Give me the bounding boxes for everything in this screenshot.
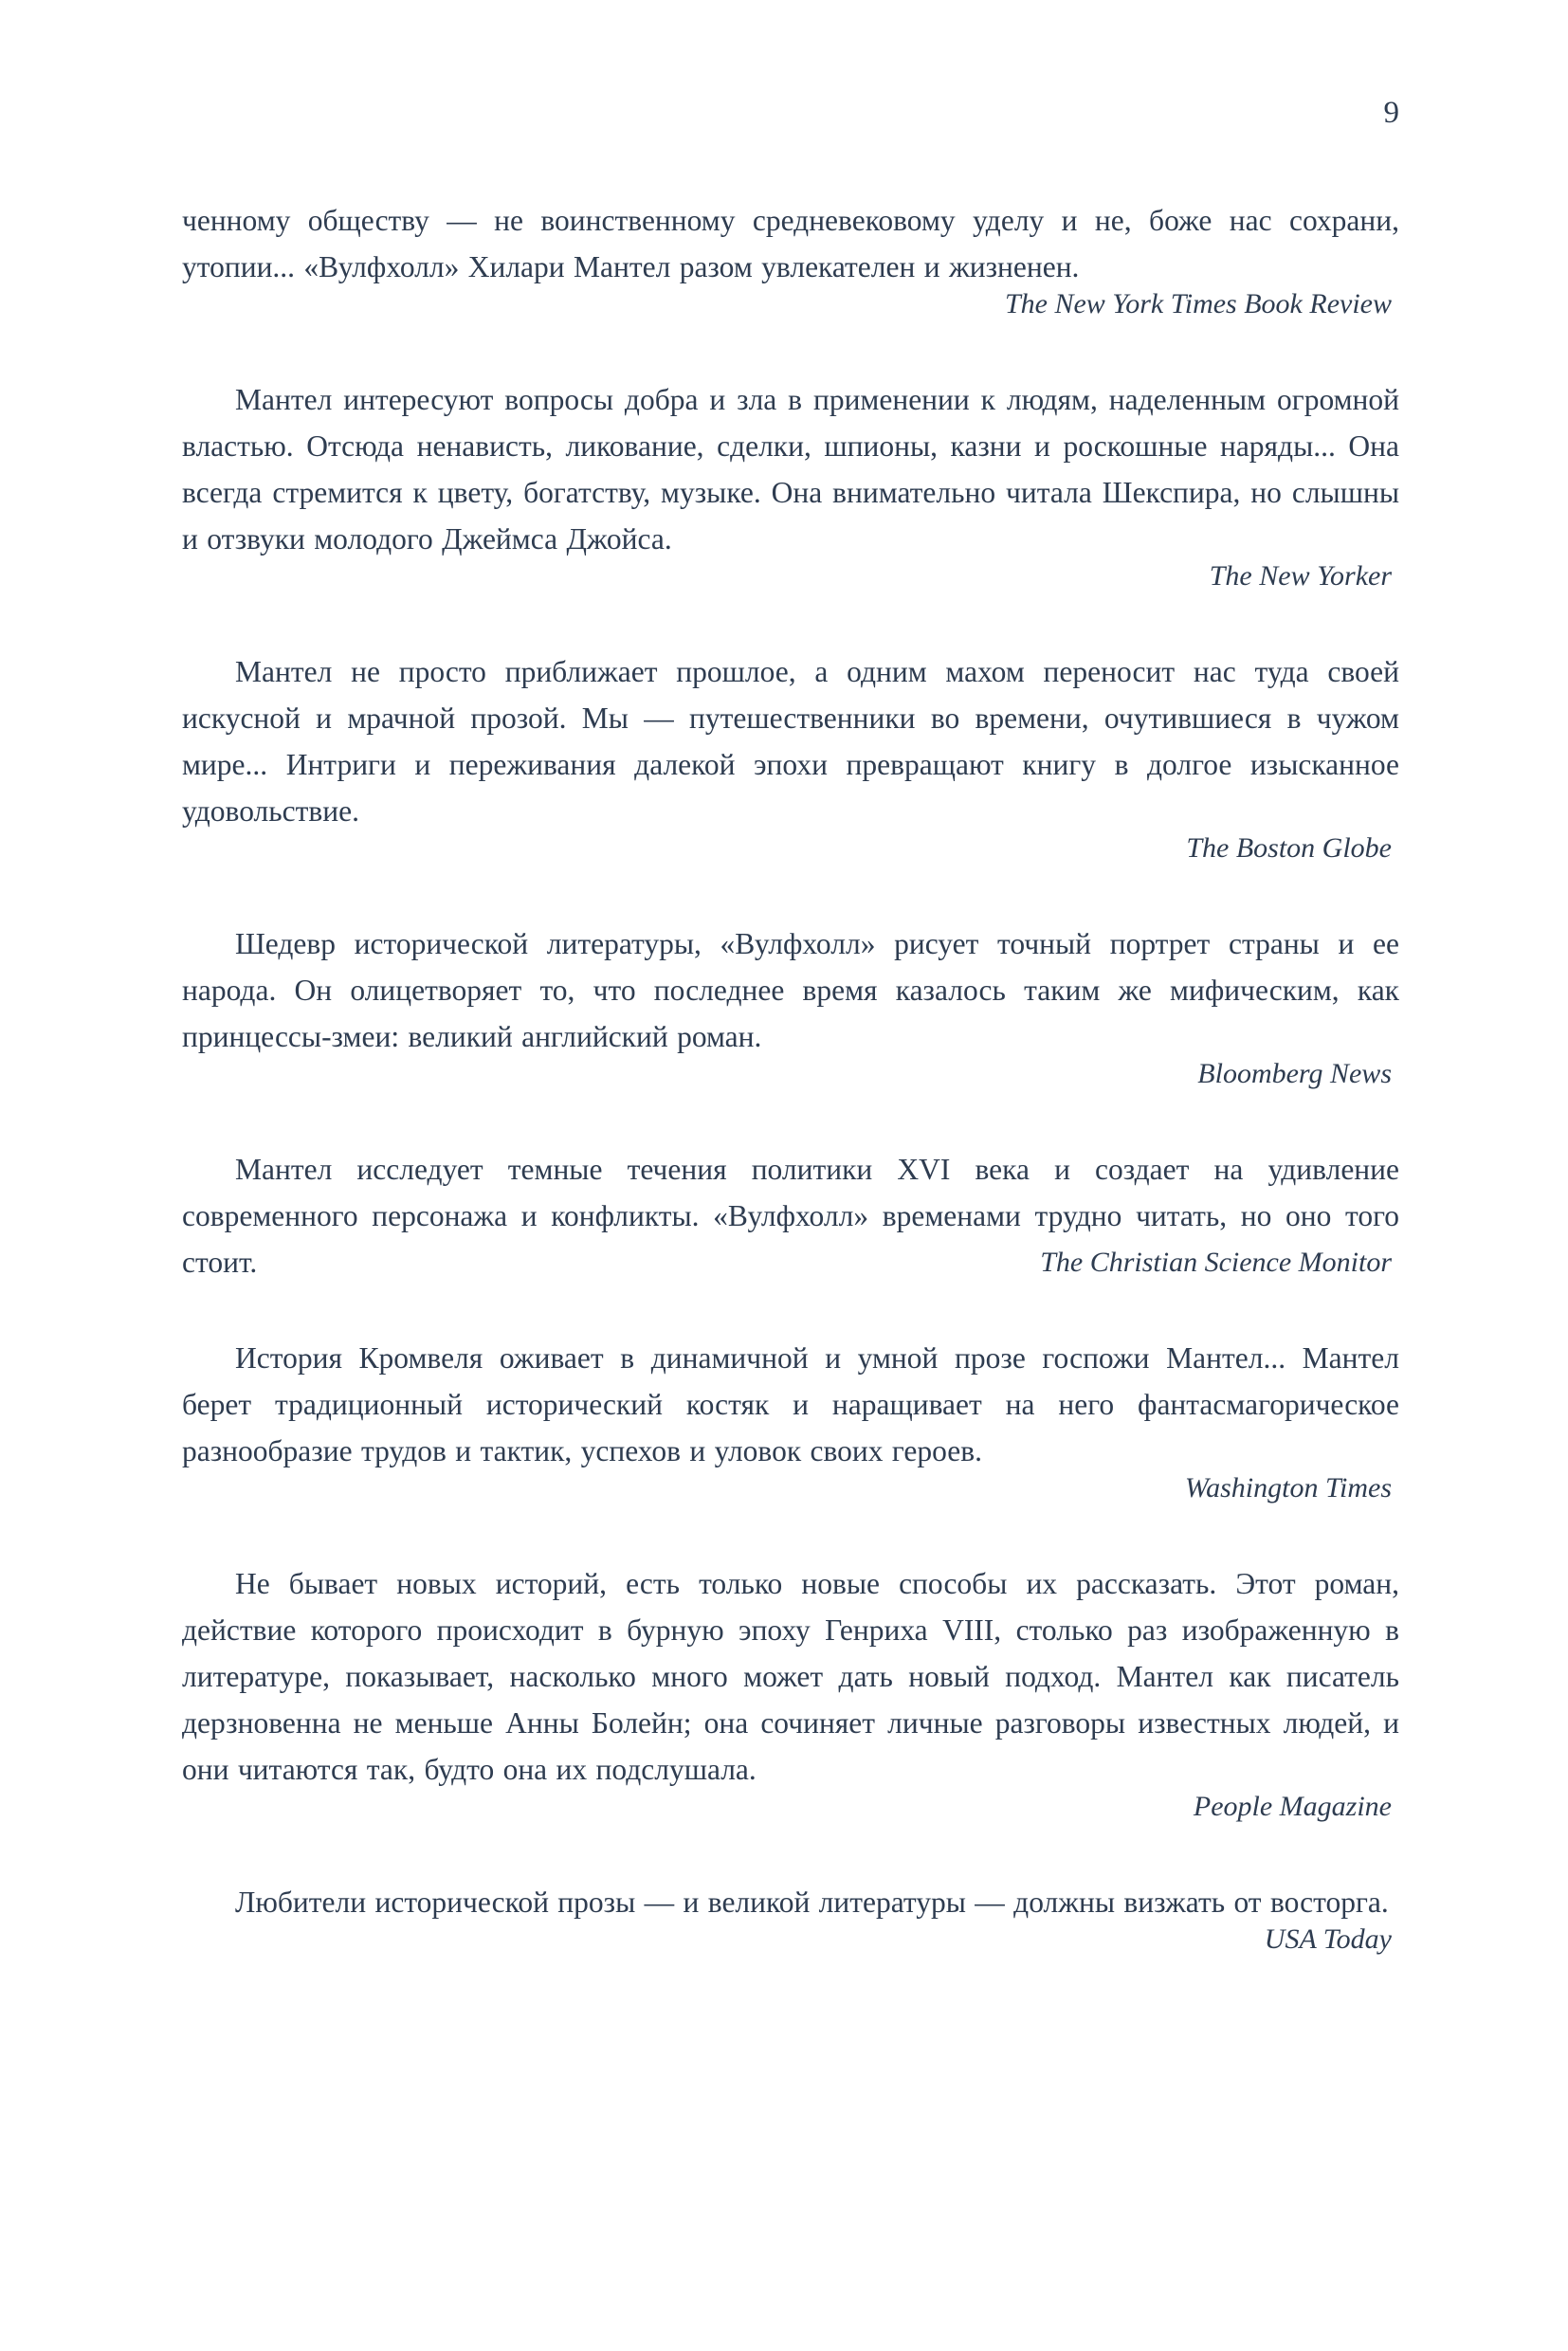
quote-text: ченному обществу — не воинственному средневековому уделу и не, боже нас сохрани, утопии... «Вулфхолл» Хилари Мантел разом увлекателен и жизненен. xyxy=(182,203,1399,283)
quote-text: Любители исторической прозы — и великой литературы — должны визжать от восторга. xyxy=(235,1885,1389,1919)
quote-source: The Boston Globe xyxy=(1186,831,1392,864)
review-quote xyxy=(182,1560,1399,1830)
review-quote xyxy=(182,376,1399,599)
review-quote xyxy=(182,920,1399,1097)
quote-text: Шедевр исторической литературы, «Вулфхолл» рисует точный портрет страны и ее народа. Он олицетворяет то, что последнее время казалось таким же мифическим, как принцессы-змеи: великий английский роман. xyxy=(182,926,1399,1053)
review-quote xyxy=(182,1879,1399,1962)
quote-source: People Magazine xyxy=(1193,1790,1392,1822)
review-quote xyxy=(182,197,1399,327)
review-quote xyxy=(182,1146,1399,1285)
page-number: 9 xyxy=(1383,96,1399,130)
quote-text: Не бывает новых историй, есть только новые способы их рассказать. Этот роман, действие которого происходит в бурную эпоху Генриха VIII, столько раз изображенную в литературе, показывает, насколько много может дать новый подход. Мантел как писатель дерзновенна не меньше Анны Болейн; она сочиняет личные разговоры известных людей, и они читаются так, будто она их подслушала. xyxy=(182,1566,1399,1786)
quote-source: Bloomberg News xyxy=(1197,1057,1392,1089)
reviews-list xyxy=(182,197,1399,1962)
quote-source: The Christian Science Monitor xyxy=(1040,1246,1392,1278)
quote-source: The New York Times Book Review xyxy=(1004,287,1392,319)
quote-text: Мантел исследует темные течения политики XVI века и создает на удивление современного персонажа и конфликты. «Вулфхолл» временами трудно читать, но оно того стоит. xyxy=(182,1152,1399,1279)
quote-text: Мантел не просто приближает прошлое, а одним махом переносит нас туда своей искусной и мрачной прозой. Мы — путешественники во времени, очутившиеся в чужом мире... Интриги и переживания далекой эпохи превращают книгу в долгое изысканное удовольствие. xyxy=(182,654,1399,828)
quote-source: The New Yorker xyxy=(1209,559,1392,592)
review-quote xyxy=(182,1335,1399,1511)
quote-text: История Кромвеля оживает в динамичной и умной прозе госпожи Мантел... Мантел берет традиционный исторический костяк и наращивает на него фантасмагорическое разнообразие трудов и тактик, успехов и уловок своих героев. xyxy=(182,1340,1399,1467)
quote-source: Washington Times xyxy=(1184,1471,1392,1504)
quote-text: Мантел интересуют вопросы добра и зла в применении к людям, наделенным огромной властью. Отсюда ненависть, ликование, сделки, шпионы, казни и роскошные наряды... Она всегда стремится к цвету, богатству, музыке. Она внимательно читала Шекспира, но слышны и отзвуки молодого Джеймса Джойса. xyxy=(182,382,1399,556)
review-quote xyxy=(182,648,1399,871)
quote-source: USA Today xyxy=(1264,1923,1392,1955)
